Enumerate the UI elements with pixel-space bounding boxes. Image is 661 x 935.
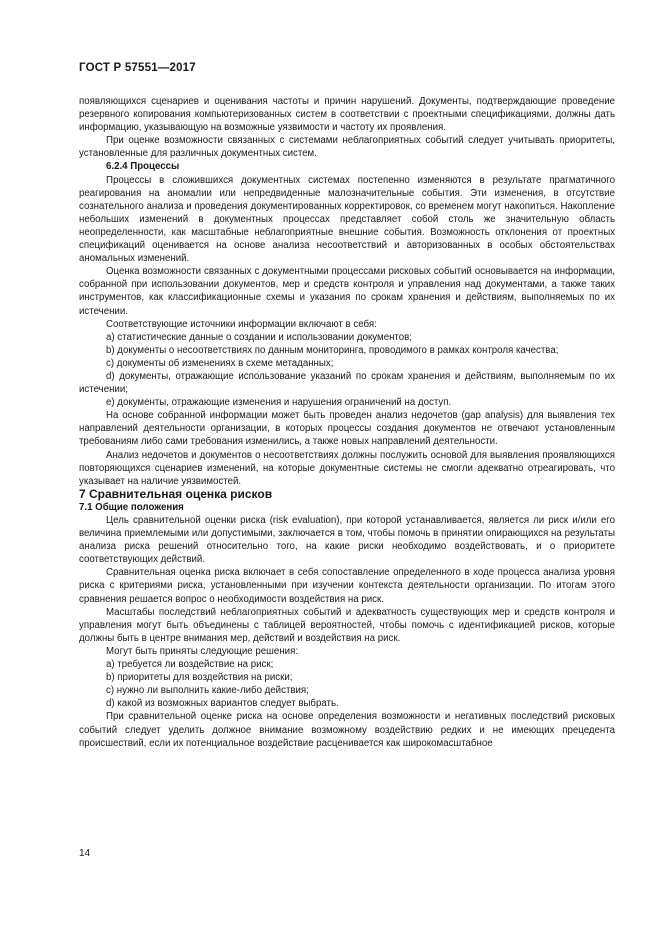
list-item: d) документы, отражающие использование указаний по срокам хранения и действиям, выполняемым по их истечении;: [79, 370, 615, 396]
list-item: b) документы о несоответствиях по данным мониторинга, проводимого в рамках контроля качества;: [106, 344, 559, 356]
list-item: d) какой из возможных вариантов следует выбрать.: [106, 698, 339, 710]
paragraph: Анализ недочетов и документов о несоответствиях должны послужить основой для выявления проявляющихся повторяющихся сценариев изменений, на которые документные системы не смогли адекватно отреагировать, что указывает на наличие уязвимостей.: [79, 449, 615, 487]
list-item: a) требуется ли воздействие на риск;: [106, 659, 274, 671]
paragraph: Масштабы последствий неблагоприятных событий и адекватность существующих мер и средств контроля и управления могут быть объединены с таблицей вероятностей, чтобы помочь с идентификацией рисков, которые должны быть в центре внимания мер, действий и воздействия на риск.: [79, 606, 615, 644]
paragraph: При оценке возможности связанных с системами неблагоприятных событий следует учитывать приоритеты, установленные для различных документных систем.: [79, 135, 615, 160]
paragraph: Процессы в сложившихся документных системах постепенно изменяются в результате прагматичного реагирования на аномалии или непредвиденные малозначительные события. Эти изменения, в отсутствие сознательного анализа и проведения документированных корректировок, со временем могут накопиться. Накопление небольших изменений в документных процессах представляет собой столь же значительную область неопределенности, как масштабные неблагоприятные внешние события. Возможность отклонения от проектных спецификаций оценивается на основе анализа несоответствий и авторизованных в особых обстоятельствах аномальных изменений.: [79, 174, 615, 265]
section-heading-7: 7 Сравнительная оценка рисков: [79, 486, 273, 501]
paragraph: появляющихся сценариев и оценивания частоты и причин нарушений. Документы, подтверждающие проведение резервного копирования компьютеризованных систем в соответствии с проектными спецификациями, должны дать информацию, указывающую на возможные уязвимости и частоту их проявления.: [79, 96, 615, 134]
paragraph: Соответствующие источники информации включают в себя:: [106, 318, 377, 330]
list-item: c) нужно ли выполнить какие-либо действия;: [106, 685, 309, 697]
list-item: a) статистические данные о создании и использовании документов;: [106, 331, 412, 343]
paragraph: Оценка возможности связанных с документными процессами рисковых событий основывается на информации, собранной при использовании документов, мер и средств контроля и управления над документами, а также таких инструментов, как классификационные схемы и указания по срокам хранения и действиям, выполняемых по их истечении.: [79, 266, 615, 317]
section-heading-6-2-4: 6.2.4 Процессы: [106, 161, 180, 173]
list-item: c) документы об изменениях в схеме метаданных;: [106, 357, 334, 369]
list-item: b) приоритеты для воздействия на риски;: [106, 672, 293, 684]
paragraph: На основе собранной информации может быть проведен анализ недочетов (gap analysis) для выявления тех направлений деятельности организации, в которых процессы создания документов не отвечают установленным требованиям либо сами требования изменились, а также новых направлений деятельности.: [79, 410, 615, 448]
page-number: 14: [79, 848, 91, 859]
paragraph: При сравнительной оценке риска на основе определения возможности и негативных последствий рисковых событий следует уделить должное внимание возможному воздействию редких и не имеющих прецедента происшествий, если их потенциальное воздействие расценивается как широкомасштабное: [79, 711, 615, 749]
document-code-header: ГОСТ Р 57551—2017: [79, 62, 196, 74]
document-body: [79, 95, 615, 750]
paragraph: Цель сравнительной оценки риска (risk evaluation), при которой устанавливается, является ли риск и/или его величина приемлемыми или допустимыми, заключается в том, чтобы помочь в принятии опирающихся на результаты анализа риска решений относительно того, на какие риски необходимо воздействовать, и о приоритете соответствующих действий.: [79, 515, 615, 566]
paragraph: Сравнительная оценка риска включает в себя сопоставление определенного в ходе процесса анализа уровня риска с критериями риска, установленными при изучении контекста деятельности организации. По итогам этого сравнения решается вопрос о необходимости воздействия на риск.: [79, 567, 615, 605]
paragraph: Могут быть приняты следующие решения:: [106, 645, 299, 657]
list-item: e) документы, отражающие изменения и нарушения ограничений на доступ.: [106, 397, 452, 409]
section-heading-7-1: 7.1 Общие положения: [79, 501, 184, 513]
